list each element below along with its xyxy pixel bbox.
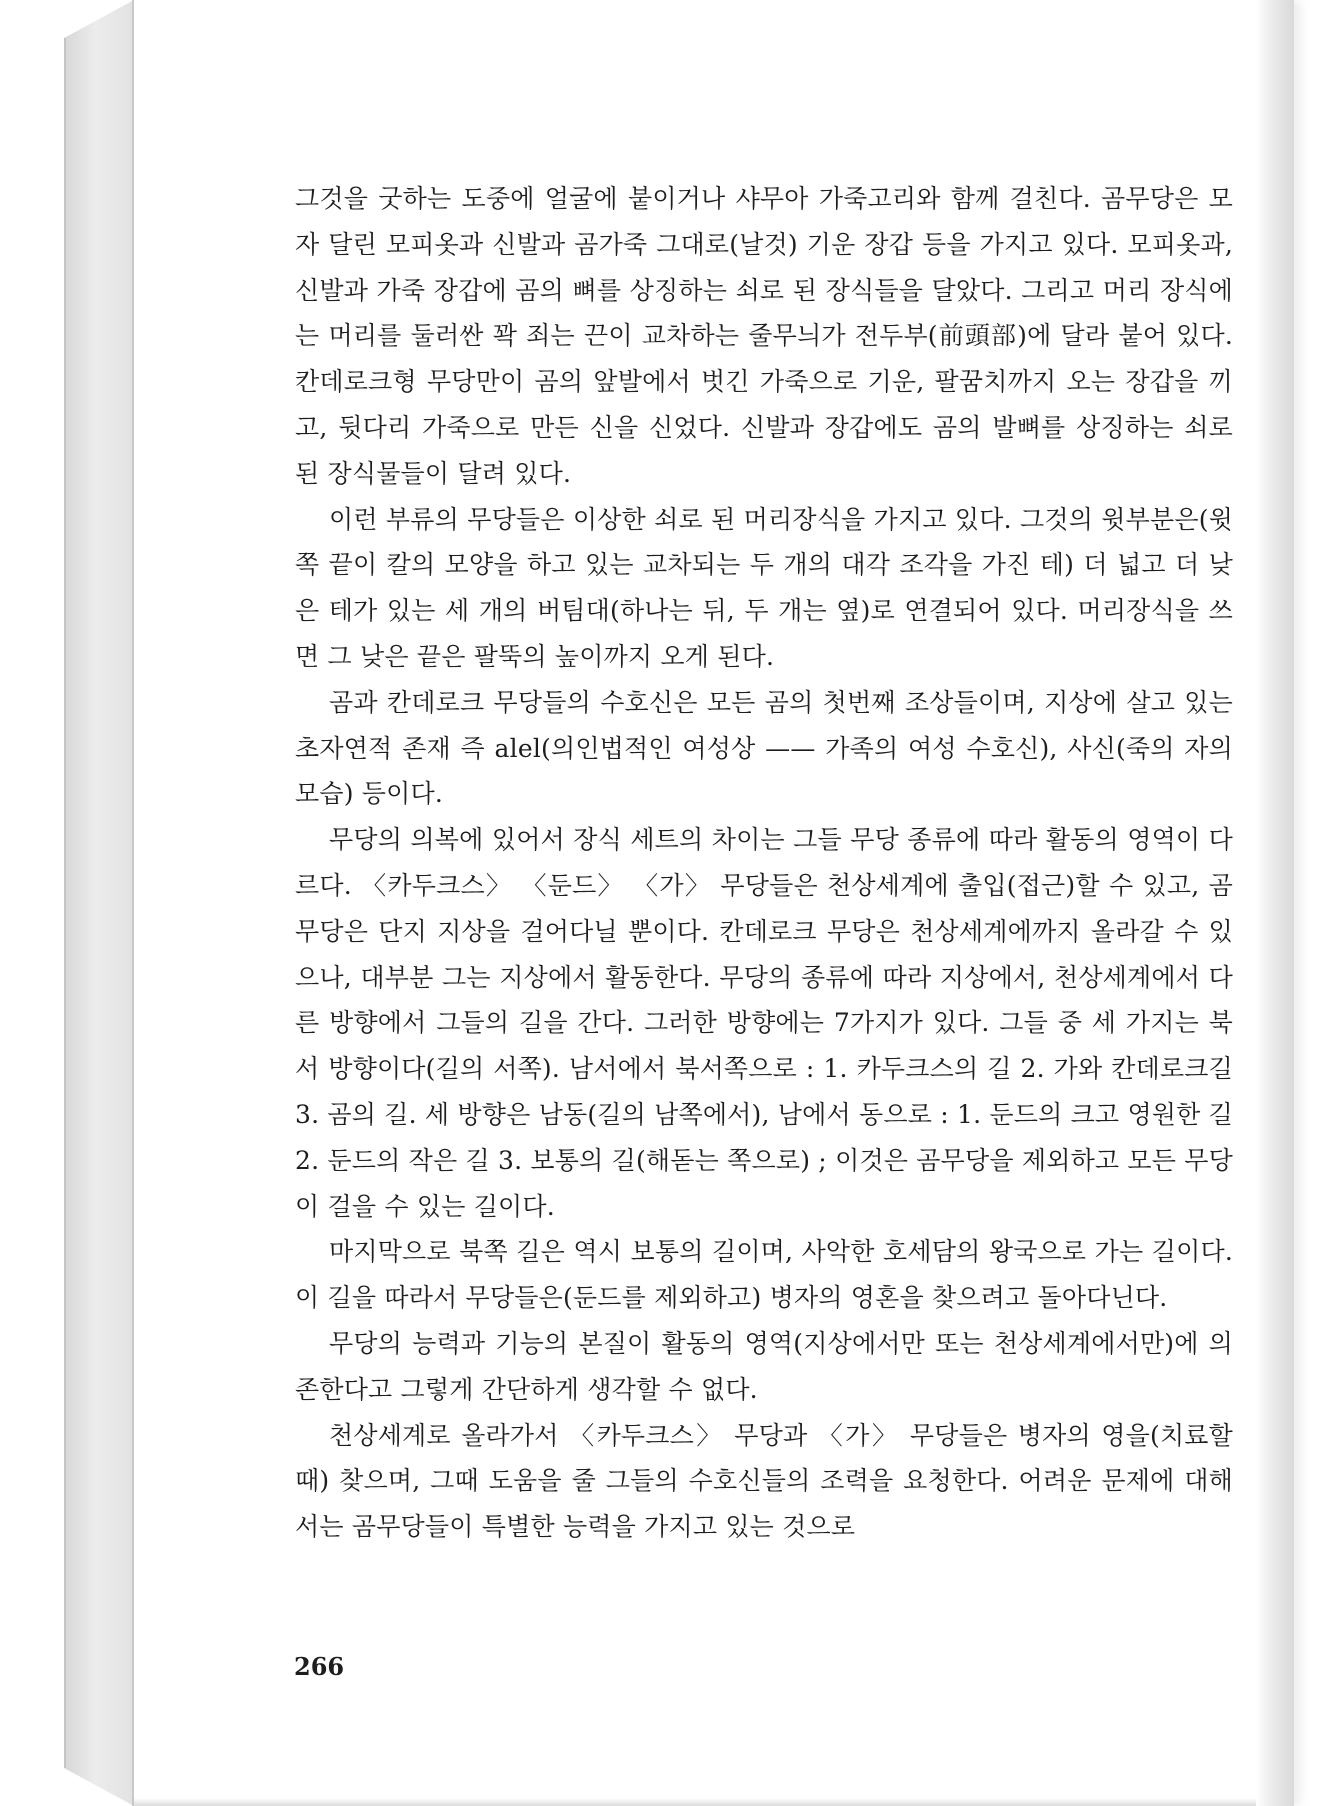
page-bottom-shadow [134, 1798, 1256, 1806]
paragraph: 천상세계로 올라가서 〈카두크스〉 무당과 〈가〉 무당들은 병자의 영을(치료할 때) 찾으며, 그때 도움을 줄 그들의 수호신들의 조력을 요청한다. 어려운 문제에 대해서는 곰무당들이 특별한 능력을 가지고 있는 것으로 [295, 1420, 1233, 1542]
paragraph: 이런 부류의 무당들은 이상한 쇠로 된 머리장식을 가지고 있다. 그것의 윗부분은(윗쪽 끝이 칼의 모양을 하고 있는 교차되는 두 개의 대각 조각을 가진 테) 더 넓고 더 낮은 테가 있는 세 개의 버팀대(하나는 뒤, 두 개는 옆)로 연결되어 있다. 머리장식을 쓰면 그 낮은 끝은 팔뚝의 높이까지 오게 된다. [295, 504, 1233, 671]
paragraph: 무당의 의복에 있어서 장식 세트의 차이는 그들 무당 종류에 따라 활동의 영역이 다르다. 〈카두크스〉 〈둔드〉 〈가〉 무당들은 천상세계에 출입(접근)할 수 있고, 곰 무당은 단지 지상을 걸어다닐 뿐이다. 칸데로크 무당은 천상세계에까지 올라갈 수 있으나, 대부분 그는 지상에서 활동한다. 무당의 종류에 따라 지상에서, 천상세계에서 다른 방향에서 그들의 길을 간다. 그러한 방향에는 7가지가 있다. 그들 중 세 가지는 북서 방향이다(길의 서쪽). 남서에서 북서쪽으로 : 1. 카두크스의 길 2. 가와 칸데로크길 3. 곰의 길. 세 방향은 남동(길의 남쪽에서), 남에서 동으로 : 1. 둔드의 크고 영원한 길 2. 둔드의 작은 길 3. 보통의 길(해돋는 쪽으로) ; 이것은 곰무당을 제외하고 모든 무당이 걸을 수 있는 길이다. [295, 825, 1233, 1221]
paragraph: 마지막으로 북쪽 길은 역시 보통의 길이며, 사악한 호세담의 왕국으로 가는 길이다. 이 길을 따라서 무당들은(둔드를 제외하고) 병자의 영혼을 찾으려고 돌아다닌다. [295, 1237, 1233, 1313]
book-spine [64, 0, 134, 1806]
page-number: 266 [294, 1652, 345, 1681]
paragraph: 그것을 굿하는 도중에 얼굴에 붙이거나 샤무아 가죽고리와 함께 걸친다. 곰무당은 모자 달린 모피옷과 신발과 곰가죽 그대로(날것) 기운 장갑 등을 가지고 있다. 모피옷과, 신발과 가죽 장갑에 곰의 뼈를 상징하는 쇠로 된 장식들을 달았다. 그리고 머리 장식에는 머리를 둘러싼 꽉 죄는 끈이 교차하는 줄무늬가 전두부(前頭部)에 달라 붙어 있다. 칸데로크형 무당만이 곰의 앞발에서 벗긴 가죽으로 기운, 팔꿈치까지 오는 장갑을 끼고, 뒷다리 가죽으로 만든 신을 신었다. 신발과 장갑에도 곰의 발뼈를 상징하는 쇠로 된 장식물들이 달려 있다. [295, 184, 1233, 488]
paragraph: 곰과 칸데로크 무당들의 수호신은 모든 곰의 첫번째 조상들이며, 지상에 살고 있는 초자연적 존재 즉 alel(의인법적인 여성상 —— 가족의 여성 수호신), 사신(죽의 자의 모습) 등이다. [295, 687, 1233, 809]
body-text [295, 176, 1233, 1550]
paragraph: 무당의 능력과 기능의 본질이 활동의 영역(지상에서만 또는 천상세계에서만)에 의존한다고 그렇게 간단하게 생각할 수 없다. [295, 1328, 1233, 1404]
book-spine-edge [64, 38, 66, 1768]
page-edge-shadow [1256, 0, 1294, 1806]
